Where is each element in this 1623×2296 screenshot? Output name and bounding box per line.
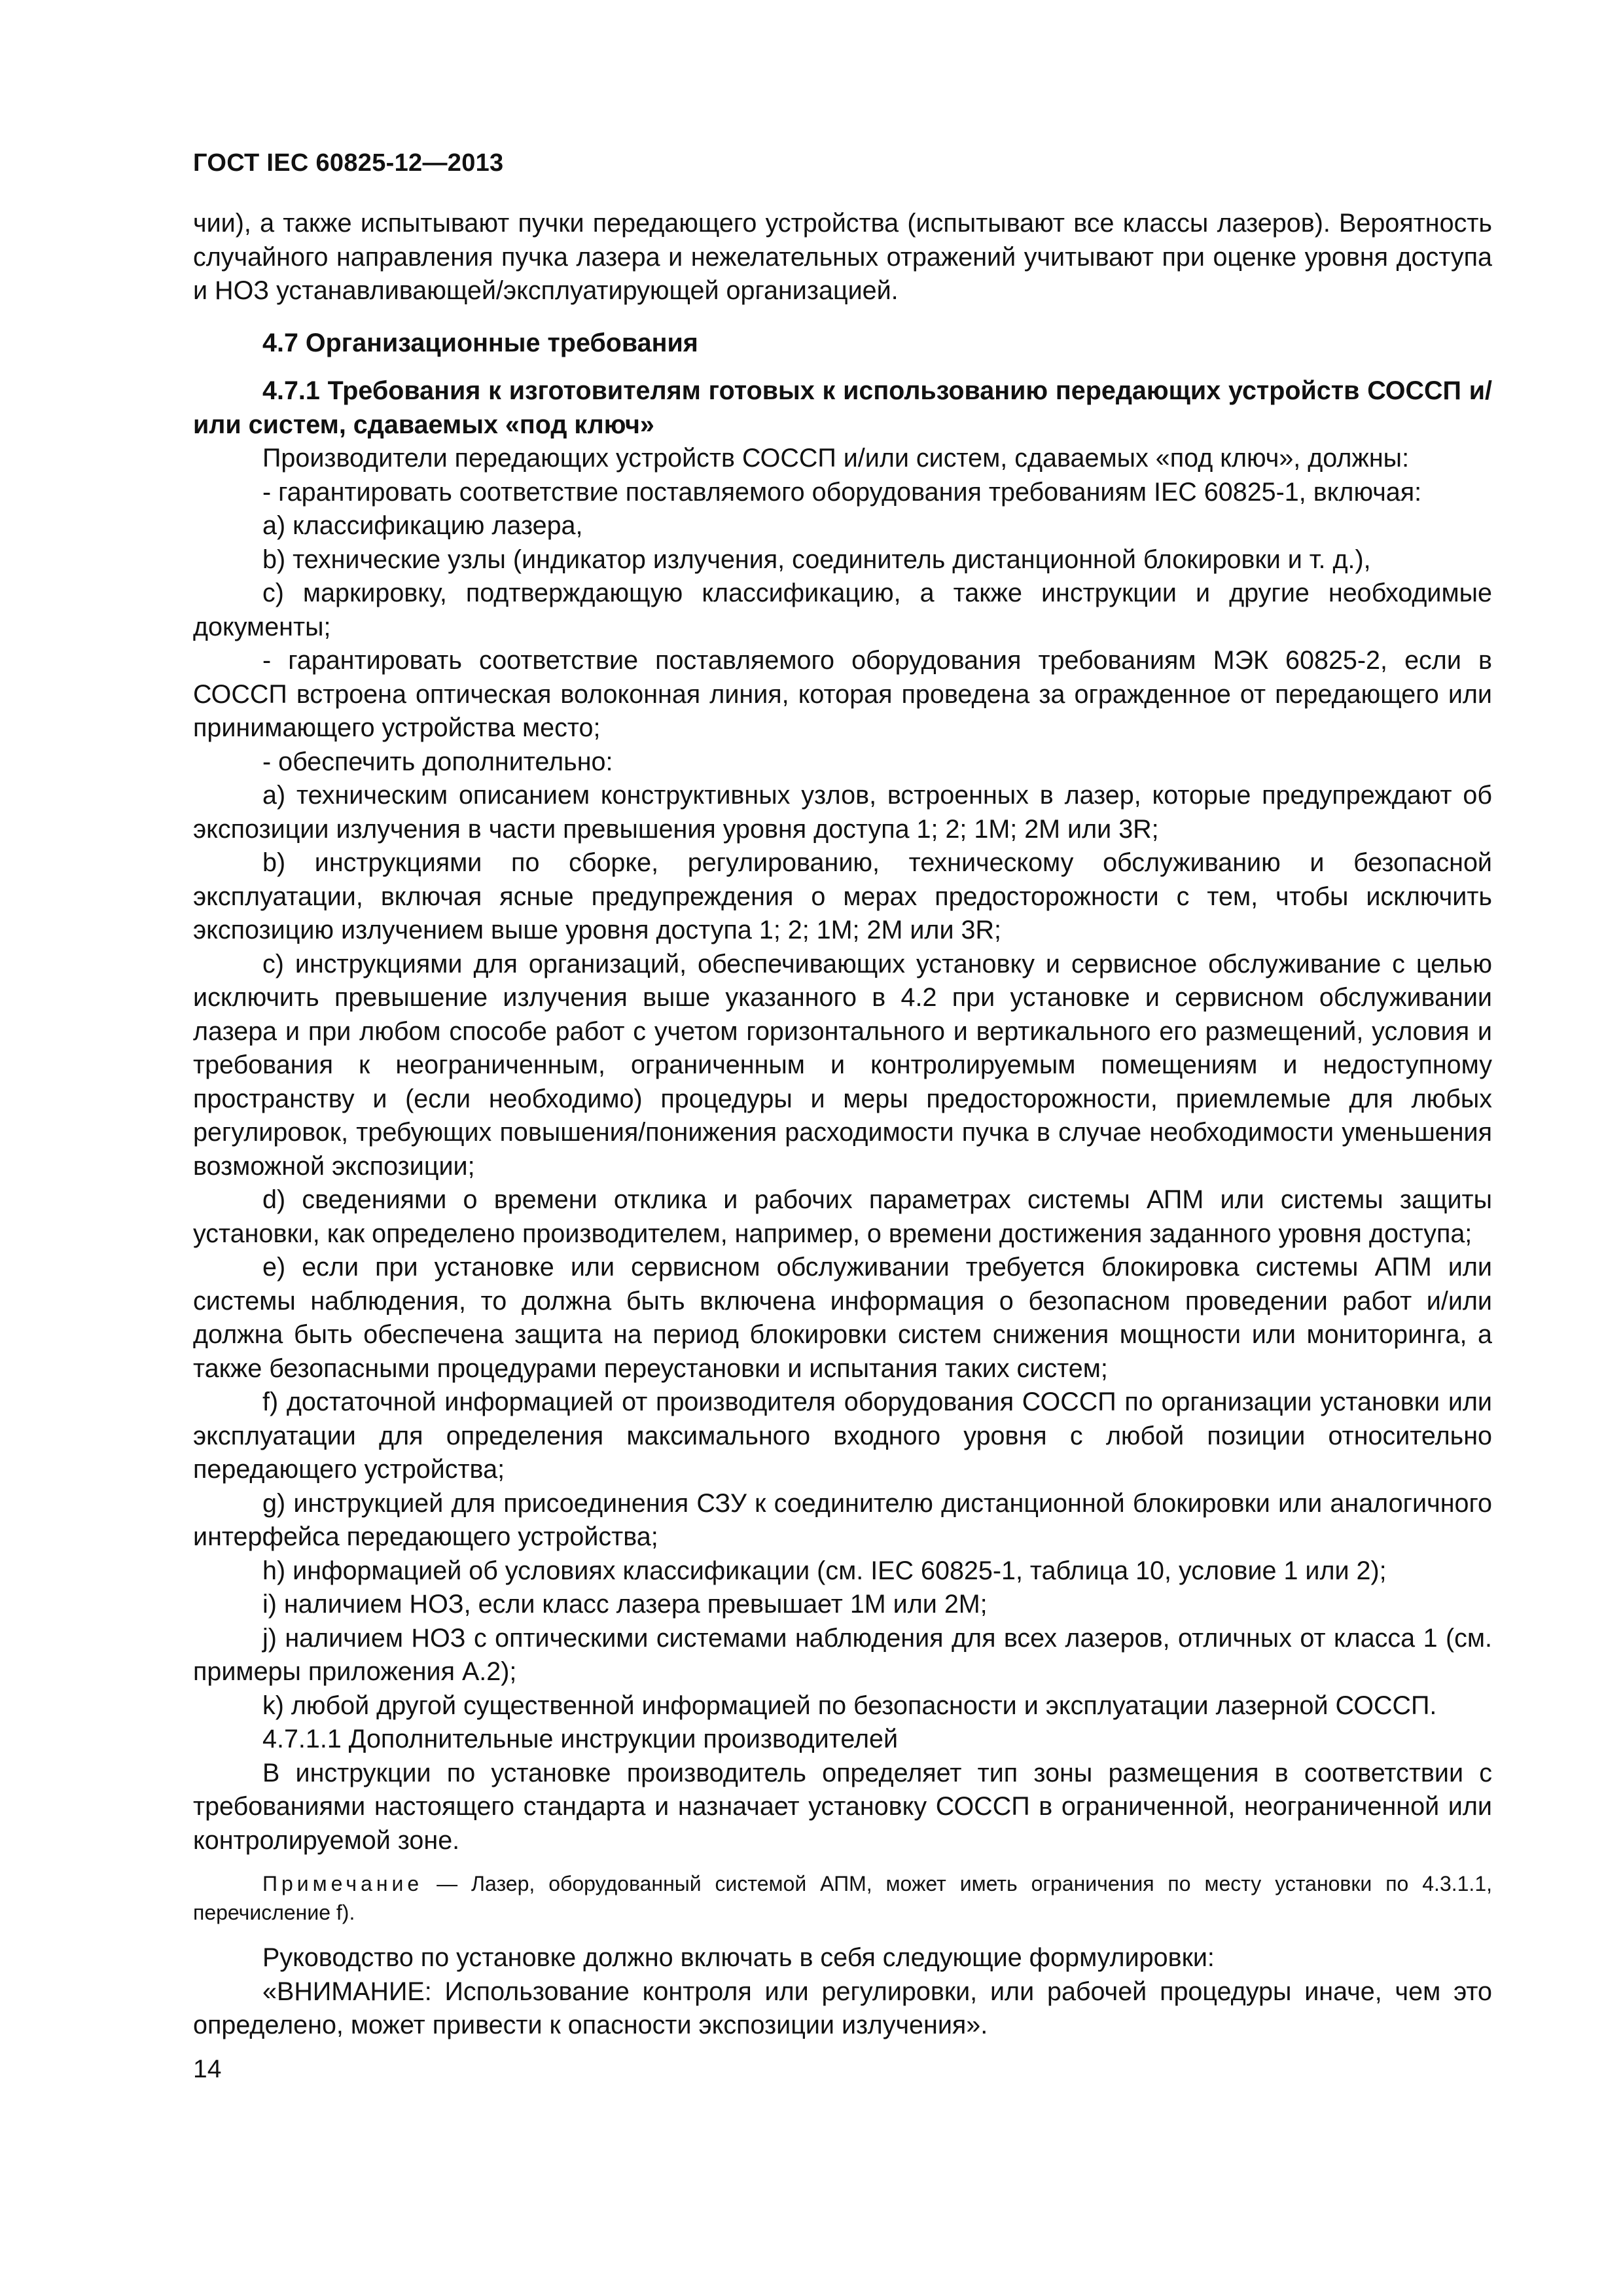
list-item: f) достаточной информацией от производителя оборудования СОССП по организации установки или эксплуатации для определения максимального входного уровня с любой позиции относительно передающего устройства; [193, 1388, 1492, 1484]
list-item: d) сведениями о времени отклика и рабочих параметрах системы АПМ или системы защиты установки, как определено производителем, например, о времени достижения заданного уровня доступа; [193, 1185, 1492, 1248]
list-item: - гарантировать соответствие поставляемого оборудования требованиям IEC 60825-1, включая: [262, 477, 1422, 507]
list-item: - гарантировать соответствие поставляемого оборудования требованиям МЭК 60825-2, если в СОССП встроена оптическая волоконная линия, которая проведена за огражденное от передающего или принимающего устройства место; [193, 646, 1492, 742]
list-item: е) если при установке или сервисном обслуживании требуется блокировка системы АПМ или системы наблюдения, то должна быть включена информация о безопасном проведении работ и/или должна быть обеспечена защита на период блокировки систем снижения мощности или мониторинга, а также безопасными процедурами переустановки и испытания таких систем; [193, 1253, 1492, 1383]
list-item: а) классификацию лазера, [262, 511, 583, 540]
list-item: h) информацией об условиях классификации (см. IEC 60825-1, таблица 10, условие 1 или 2); [262, 1556, 1387, 1585]
warning-paragraph: «ВНИМАНИЕ: Использование контроля или регулировки, или рабочей процедуры иначе, чем это определено, может привести к опасности экспозиции излучения». [193, 1977, 1492, 2039]
subsection-heading: 4.7.1 Требования к изготовителям готовых к использованию передающих устройств СОССП и/или систем, сдаваемых «под ключ» [193, 376, 1492, 439]
paragraph: Производители передающих устройств СОССП и/или систем, сдаваемых «под ключ», должны: [262, 444, 1410, 473]
list-item: k) любой другой существенной информацией по безопасности и эксплуатации лазерной СОССП. [262, 1691, 1437, 1720]
intro-paragraph: чии), а также испытывают пучки передающего устройства (испытывают все классы лазеров). Вероятность случайного направления пучка лазера и нежелательных отражений учитывают при оценке уровня доступа и НОЗ устанавливающей/эксплуатирующей организацией. [193, 209, 1492, 305]
note-text: — Лазер, оборудованный системой АПМ, может иметь ограничения по месту установки по 4.3.1.1, перечисление f). [193, 1872, 1492, 1924]
list-item: - обеспечить дополнительно: [262, 747, 613, 776]
list-item: i) наличием НОЗ, если класс лазера превышает 1М или 2М; [262, 1590, 988, 1619]
list-item: b) технические узлы (индикатор излучения, соединитель дистанционной блокировки и т. д.), [262, 545, 1371, 574]
list-item: j) наличием НОЗ с оптическими системами наблюдения для всех лазеров, отличных от класса 1 (см. примеры приложения А.2); [193, 1623, 1492, 1686]
section-heading: 4.7 Организационные требования [262, 328, 698, 357]
list-item: b) инструкциями по сборке, регулированию, техническому обслуживанию и безопасной эксплуатации, включая ясные предупреждения о мерах предосторожности с тем, чтобы исключить экспозицию излучением выше уровня доступа 1; 2; 1М; 2М или 3R; [193, 848, 1492, 944]
document-body [193, 207, 1492, 2043]
list-item: с) инструкциями для организаций, обеспечивающих установку и сервисное обслуживание с целью исключить превышение излучения выше указанного в 4.2 при установке и сервисном обслуживании лазера и при любом способе работ с учетом горизонтального и вертикального его размещений, условия и требования к неограниченным, ограниченным и контролируемым помещениям и недоступному пространству и (если необходимо) процедуры и меры предосторожности, приемлемые для любых регулировок, требующих повышения/понижения расходимости пучка в случае необходимости уменьшения возможной экспозиции; [193, 949, 1492, 1181]
note-label: Примечание [262, 1872, 423, 1895]
list-item: а) техническим описанием конструктивных узлов, встроенных в лазер, которые предупреждают об экспозиции излучения в части превышения уровня доступа 1; 2; 1М; 2М или 3R; [193, 781, 1492, 844]
paragraph: В инструкции по установке производитель определяет тип зоны размещения в соответствии с требованиями настоящего стандарта и назначает установку СОССП в ограниченной, неограниченной или контролируемой зоне. [193, 1758, 1492, 1855]
list-item: с) маркировку, подтверждающую классификацию, а также инструкции и другие необходимые документы; [193, 579, 1492, 641]
page-number: 14 [193, 2055, 222, 2083]
clause-heading: 4.7.1.1 Дополнительные инструкции производителей [262, 1725, 899, 1753]
document-code-header: ГОСТ IEC 60825-12—2013 [193, 149, 504, 177]
note-paragraph [193, 1869, 1492, 1927]
list-item: g) инструкцией для присоединения СЗУ к соединителю дистанционной блокировки или аналогичного интерфейса передающего устройства; [193, 1488, 1492, 1551]
paragraph: Руководство по установке должно включать в себя следующие формулировки: [262, 1943, 1215, 1972]
